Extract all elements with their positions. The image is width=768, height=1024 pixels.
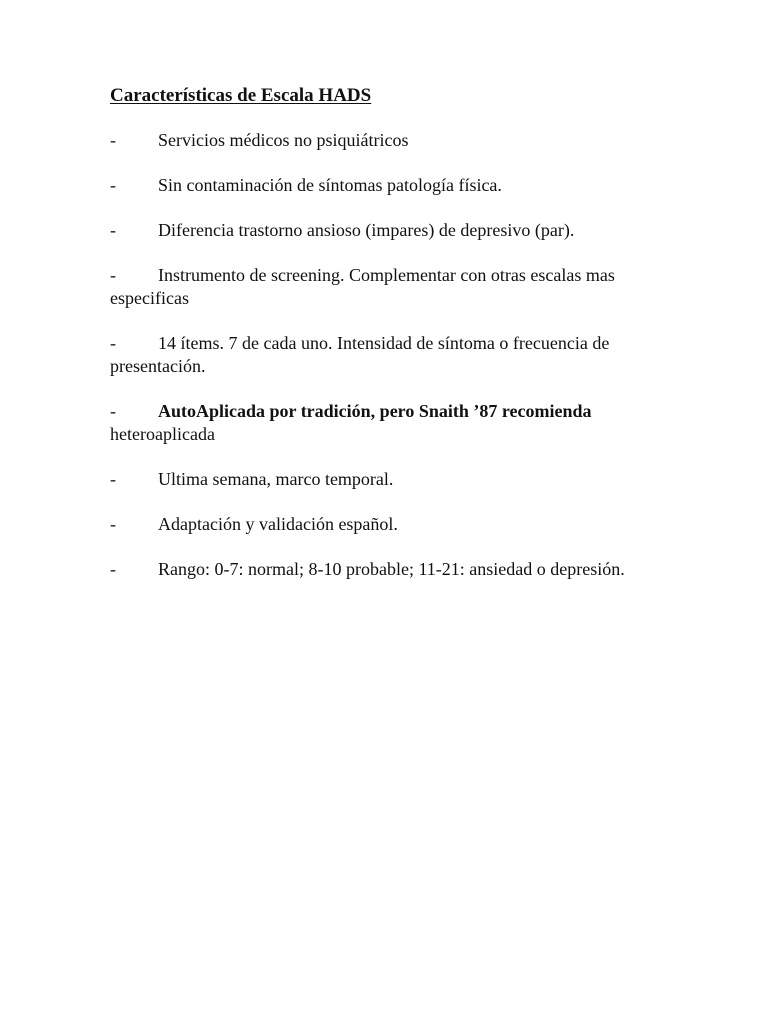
list-item-text: Ultima semana, marco temporal. bbox=[158, 469, 394, 489]
list-item bbox=[110, 332, 670, 378]
list-item-text: Instrumento de screening. Complementar con otras escalas mas especificas bbox=[110, 265, 615, 308]
list-item-text: Servicios médicos no psiquiátricos bbox=[158, 130, 409, 150]
bullet-dash: - bbox=[110, 265, 116, 285]
characteristics-list bbox=[110, 129, 670, 603]
list-item-text: Adaptación y validación español. bbox=[158, 514, 398, 534]
bullet-dash: - bbox=[110, 559, 116, 579]
bullet-dash: - bbox=[110, 130, 116, 150]
list-item-text: AutoAplicada por tradición, pero Snaith ’87 recomienda bbox=[158, 401, 592, 421]
list-item bbox=[110, 219, 670, 242]
list-item-text: 14 ítems. 7 de cada uno. Intensidad de síntoma o frecuencia de presentación. bbox=[110, 333, 610, 376]
bullet-dash: - bbox=[110, 220, 116, 240]
page-title: Características de Escala HADS bbox=[110, 85, 372, 106]
bullet-dash: - bbox=[110, 175, 116, 195]
list-item bbox=[110, 400, 670, 446]
list-item-text: Diferencia trastorno ansioso (impares) de depresivo (par). bbox=[158, 220, 575, 240]
list-item bbox=[110, 264, 670, 310]
list-item-text: Rango: 0-7: normal; 8-10 probable; 11-21: ansiedad o depresión. bbox=[158, 559, 625, 579]
bullet-dash: - bbox=[110, 469, 116, 489]
list-item bbox=[110, 174, 670, 197]
bullet-dash: - bbox=[110, 514, 116, 534]
bullet-dash: - bbox=[110, 401, 116, 421]
list-item bbox=[110, 129, 670, 152]
list-item-text-continuation: heteroaplicada bbox=[110, 424, 215, 444]
list-item-text: Sin contaminación de síntomas patología física. bbox=[158, 175, 502, 195]
list-item bbox=[110, 468, 670, 491]
list-item bbox=[110, 558, 670, 581]
list-item bbox=[110, 513, 670, 536]
bullet-dash: - bbox=[110, 333, 116, 353]
